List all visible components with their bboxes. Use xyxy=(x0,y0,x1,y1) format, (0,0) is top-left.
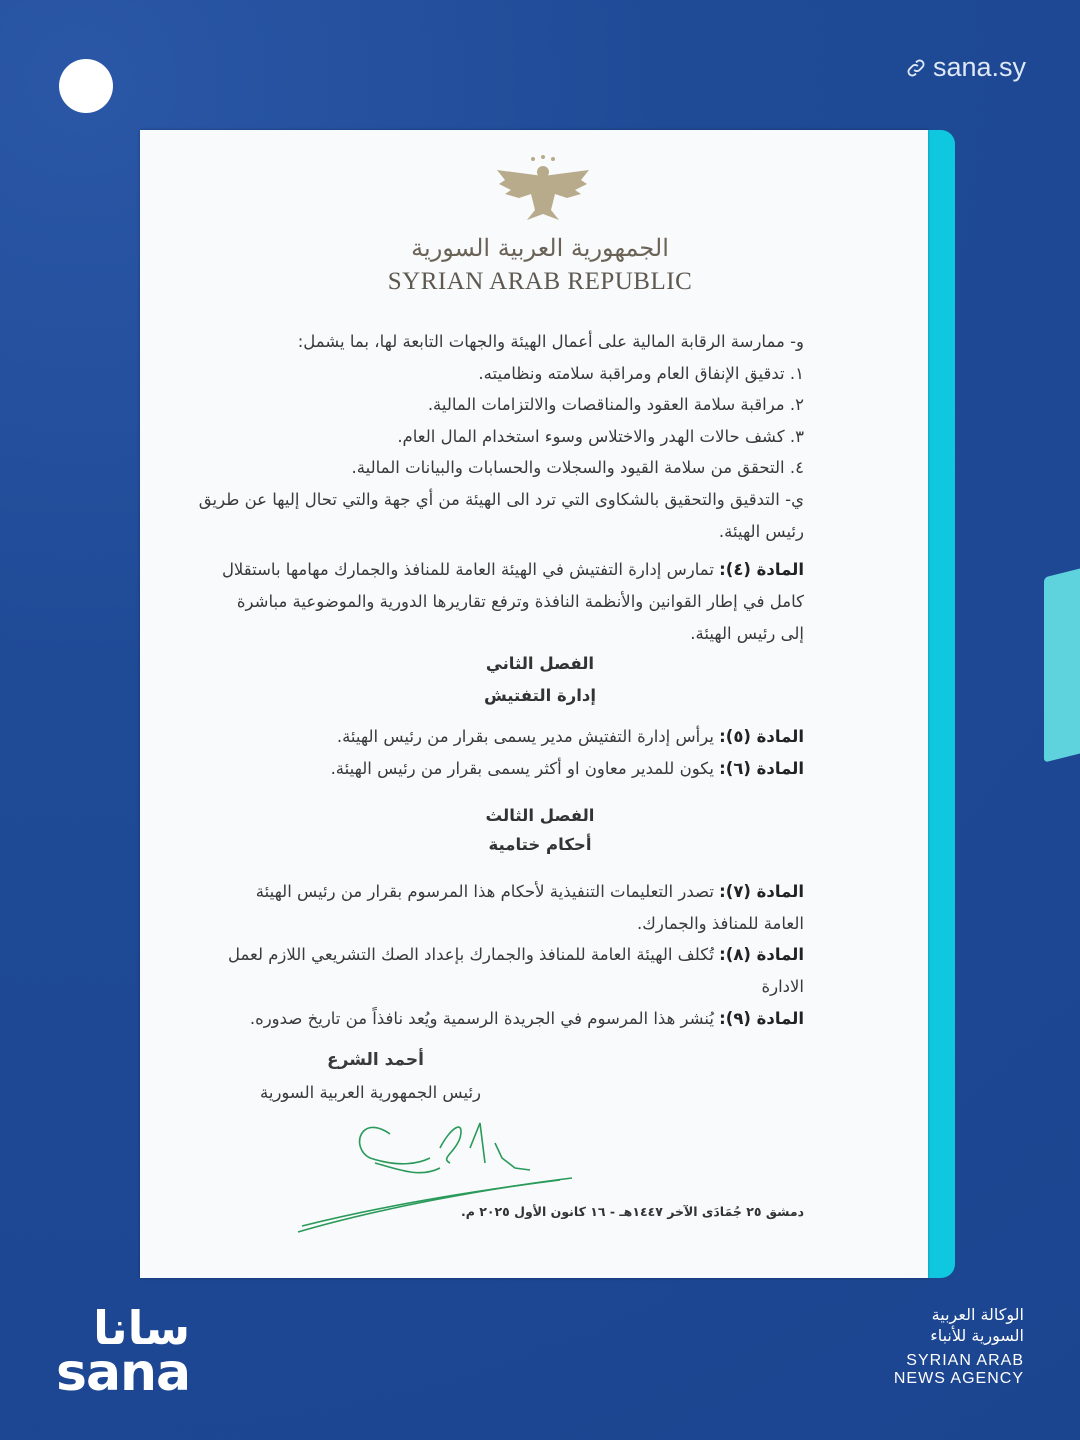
sana-logo xyxy=(56,1301,191,1403)
text-line: ٤. التحقق من سلامة القيود والسجلات والحسابات والبيانات المالية. xyxy=(351,458,804,477)
article-text: تمارس إدارة التفتيش في الهيئة العامة للمنافذ والجمارك مهامها باستقلال xyxy=(221,560,714,579)
signatory-title: رئيس الجمهورية العربية السورية xyxy=(260,1083,482,1102)
text-line: و- ممارسة الرقابة المالية على أعمال الهيئة والجهات التابعة لها، بما يشمل: xyxy=(297,332,804,351)
article-4 xyxy=(222,560,804,579)
date-line: دمشق ٢٥ جُمَادَى الآخر ١٤٤٧هـ - ١٦ كانون الأول ٢٠٢٥ م. xyxy=(460,1204,804,1219)
chapter-subtitle: أحكام ختامية xyxy=(488,835,592,854)
text-line: الادارة xyxy=(761,977,804,996)
article-label: المادة (٩): xyxy=(719,1009,804,1028)
article-6 xyxy=(331,759,804,778)
agency-name-english-2: NEWS AGENCY xyxy=(893,1370,1024,1387)
text-line: كامل في إطار القوانين والأنظمة النافذة وترفع تقاريرها الدورية والموضوعية مباشرة xyxy=(236,592,804,611)
article-9 xyxy=(250,1009,804,1028)
article-label: المادة (٥): xyxy=(719,727,804,746)
decorative-shape xyxy=(1044,563,1080,763)
article-text: تُكلف الهيئة العامة للمنافذ والجمارك بإعداد الصك التشريعي اللازم لعمل xyxy=(227,945,714,964)
link-icon xyxy=(905,57,927,79)
chapter-title: الفصل الثالث xyxy=(485,806,595,825)
article-label: المادة (٨): xyxy=(719,945,804,964)
text-line: إلى رئيس الهيئة. xyxy=(690,624,804,643)
agency-name-arabic-1: الوكالة العربية xyxy=(931,1305,1024,1324)
chapter-subtitle: إدارة التفتيش xyxy=(483,686,597,705)
agency-name-arabic-2: السورية للأنباء xyxy=(930,1326,1024,1345)
header-arabic: الجمهورية العربية السورية xyxy=(411,234,669,262)
article-text: يرأس إدارة التفتيش مدير يسمى بقرار من رئيس الهيئة. xyxy=(336,727,714,746)
logo-arabic: سانا xyxy=(93,1301,191,1355)
article-label: المادة (٦): xyxy=(719,759,804,778)
header-english: SYRIAN ARAB REPUBLIC xyxy=(387,268,693,295)
text-line: ١. تدقيق الإنفاق العام ومراقبة سلامته ونظاميته. xyxy=(478,364,804,383)
article-label: المادة (٧): xyxy=(719,882,804,901)
chapter-title: الفصل الثاني xyxy=(485,654,595,673)
decree-document xyxy=(140,130,955,1278)
text-line: العامة للمنافذ والجمارك. xyxy=(637,914,804,933)
decorative-circle xyxy=(59,59,113,113)
text-line: ي- التدقيق والتحقيق بالشكاوى التي ترد الى الهيئة من أي جهة والتي تحال إليها عن طريق xyxy=(198,490,804,509)
text-line: ٢. مراقبة سلامة العقود والمناقصات والالتزامات المالية. xyxy=(427,395,804,414)
article-5 xyxy=(337,727,804,746)
article-text: تصدر التعليمات التنفيذية لأحكام هذا المرسوم بقرار من رئيس الهيئة xyxy=(255,882,714,901)
site-link[interactable] xyxy=(905,52,1026,83)
article-text: يُنشر هذا المرسوم في الجريدة الرسمية ويُعد نافذاً من تاريخ صدوره. xyxy=(249,1009,714,1028)
site-label: sana.sy xyxy=(932,52,1026,82)
article-text: يكون للمدير معاون او أكثر يسمى بقرار من رئيس الهيئة. xyxy=(330,759,714,778)
article-7 xyxy=(256,882,804,901)
eagle-emblem-icon xyxy=(495,154,591,226)
document-page xyxy=(140,130,928,1278)
text-line: رئيس الهيئة. xyxy=(718,522,804,541)
article-label: المادة (٤): xyxy=(719,560,804,579)
agency-name-english-1: SYRIAN ARAB xyxy=(906,1352,1024,1369)
signatory-name: أحمد الشرع xyxy=(327,1050,424,1070)
agency-name xyxy=(894,1304,1024,1388)
text-line: ٣. كشف حالات الهدر والاختلاس وسوء استخدام المال العام. xyxy=(397,427,804,446)
article-8 xyxy=(228,945,804,964)
logo-english: sana xyxy=(56,1343,191,1403)
